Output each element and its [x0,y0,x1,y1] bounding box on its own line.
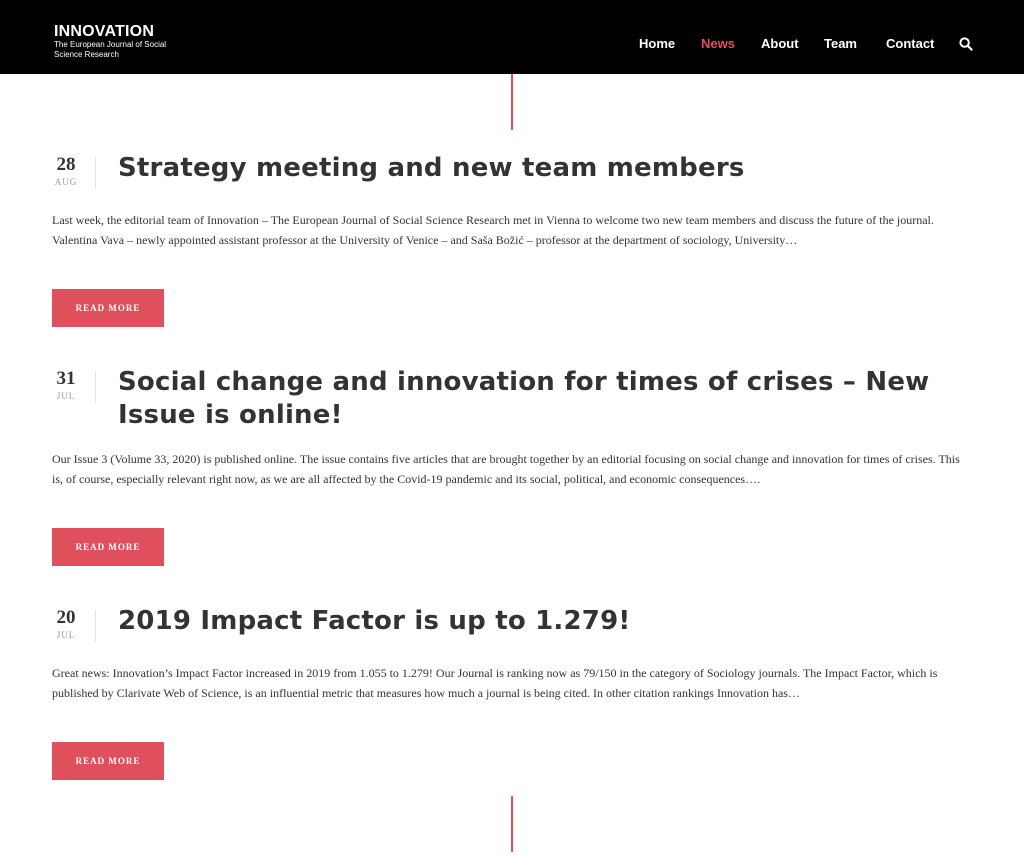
bottom-divider-line [511,796,513,852]
nav-item-contact[interactable]: Contact [886,36,935,51]
post-date [52,608,80,642]
post-date-day: 20 [56,607,76,628]
date-separator [95,371,96,403]
search-icon[interactable] [959,37,973,51]
logo-title: INNOVATION [54,23,155,40]
news-post [52,369,972,569]
post-date-day: 31 [56,368,76,389]
nav-item-about[interactable]: About [761,36,799,51]
date-separator [95,610,96,642]
site-header [0,0,1024,74]
logo-subtitle: The European Journal of Social Science Research [54,40,167,59]
nav-item-home[interactable]: Home [639,36,676,51]
post-date-day: 28 [56,154,76,175]
post-title[interactable]: Strategy meeting and new team members [118,153,745,183]
nav-item-news[interactable]: News [701,36,735,51]
read-more-button[interactable]: READ MORE [52,528,164,566]
top-divider-line [511,74,513,130]
post-date [52,155,80,189]
nav-item-team[interactable]: Team [824,36,857,51]
read-more-button[interactable]: READ MORE [52,289,164,327]
post-date-month: JUL [56,391,76,401]
news-post [52,608,972,783]
post-date [52,369,80,403]
news-post [52,155,972,330]
post-excerpt: Great news: Innovation’s Impact Factor increased in 2019 from 1.055 to 1.279! Our Journal is ranking now as 79/150 in the category of Sociology journals. The Impact Factor, which is published by Clarivate Web of Science, is an influential metric that measures how much a journal is being cited. In other citation rankings Innovation has… [52,666,938,700]
date-separator [95,157,96,189]
post-title[interactable]: Social change and innovation for times of crises – New Issue is online! [118,367,930,430]
post-excerpt: Our Issue 3 (Volume 33, 2020) is published online. The issue contains five articles that are brought together by an editorial focusing on social change and innovation for times of crises. This is, of course, especially relevant right now, as we are all affected by the Covid-19 pandemic and its social, political, and economic consequences…. [52,452,960,486]
post-title[interactable]: 2019 Impact Factor is up to 1.279! [118,606,631,636]
post-date-month: AUG [54,177,78,187]
post-excerpt: Last week, the editorial team of Innovation – The European Journal of Social Science Research met in Vienna to welcome two new team members and discuss the future of the journal. Valentina Vava – newly appointed assistant professor at the University of Venice – and Saša Božić – professor at the department of sociology, University… [52,213,934,247]
post-date-month: JUL [56,630,76,640]
main-nav [0,36,1024,52]
read-more-button[interactable]: READ MORE [52,742,164,780]
